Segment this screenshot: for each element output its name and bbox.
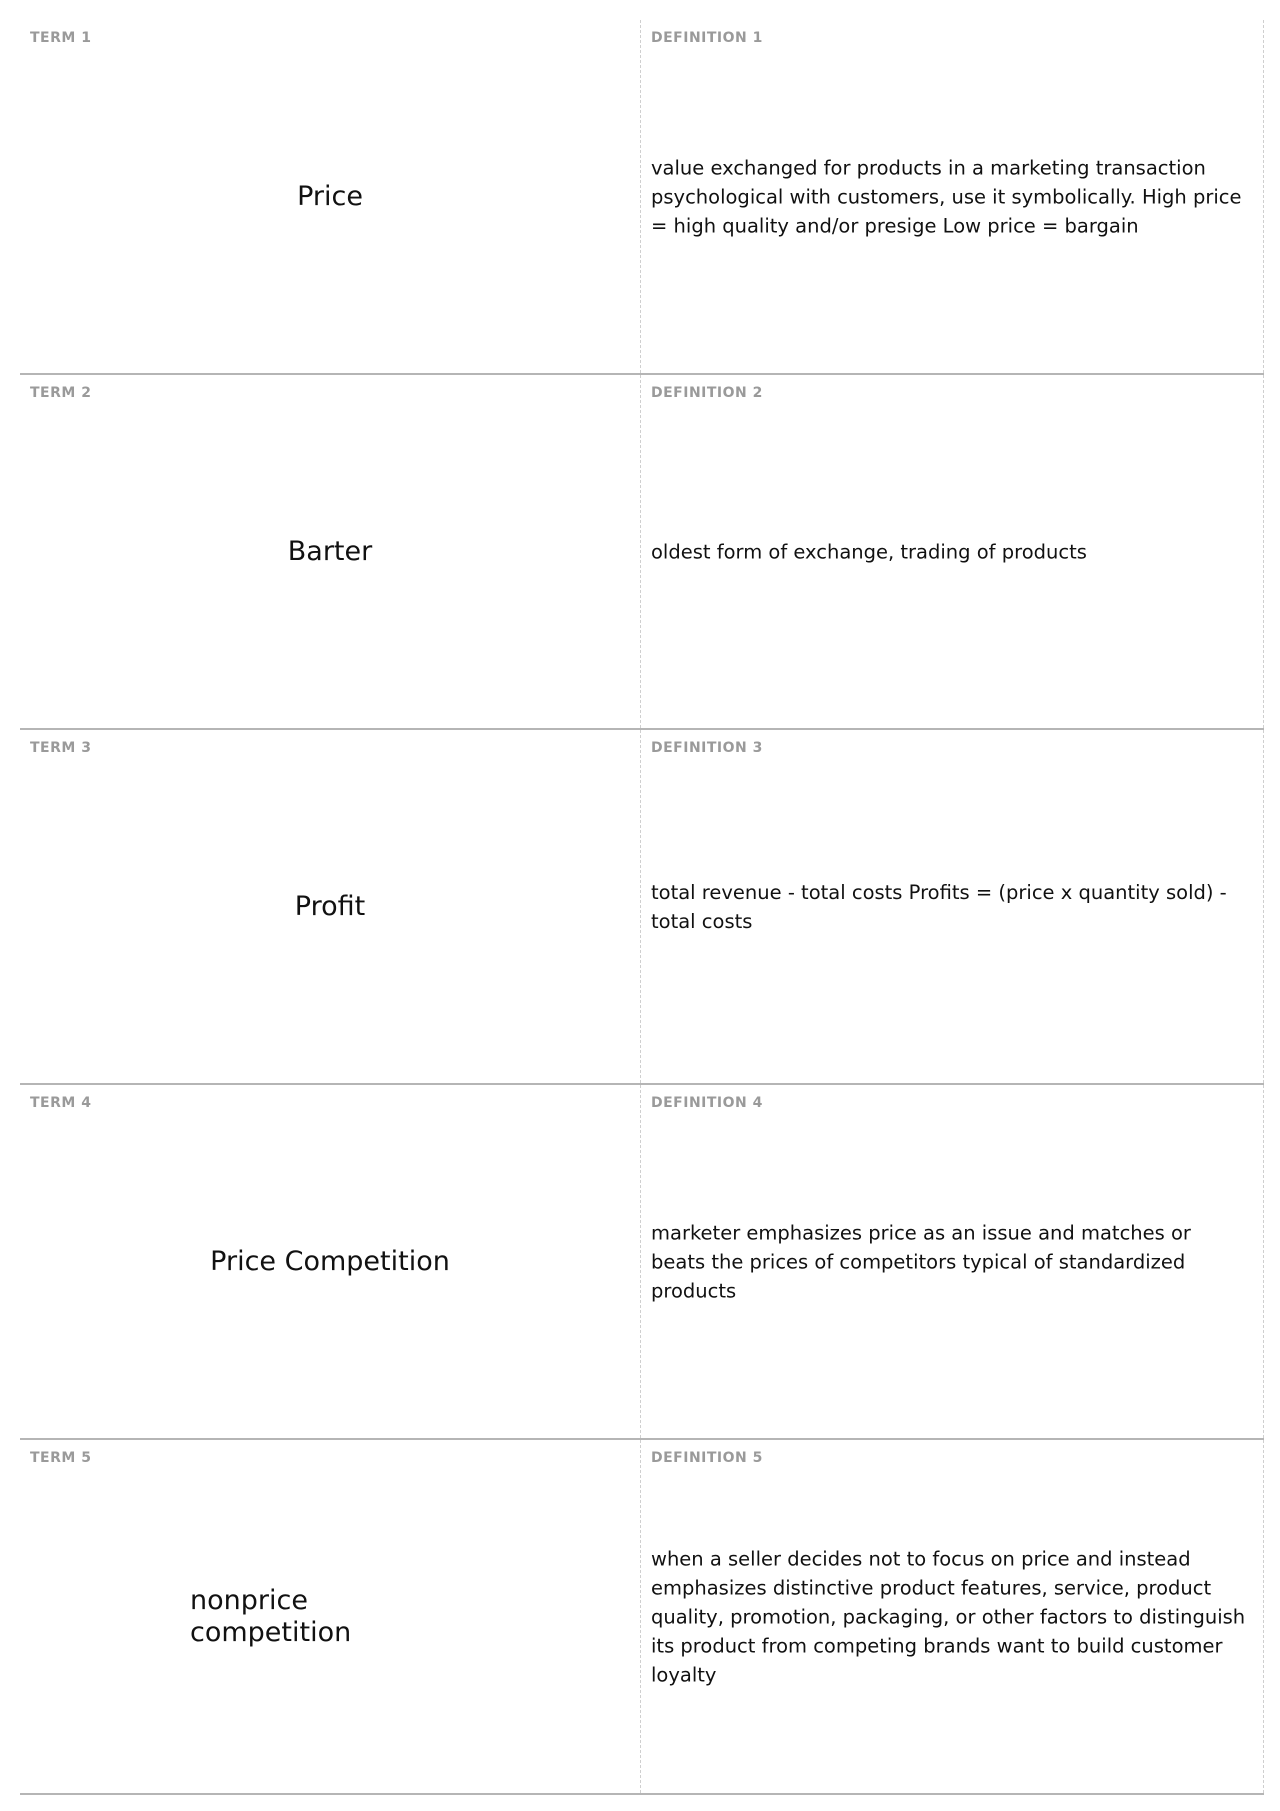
definition-label: DEFINITION 4 <box>651 1095 763 1111</box>
definition-text: total revenue - total costs Profits = (price x quantity sold) - total costs <box>651 880 1227 933</box>
term-cell <box>20 730 640 1083</box>
definition-text: marketer emphasizes price as an issue and matches or beats the prices of competitors typical of standardized products <box>651 1221 1191 1302</box>
definition-cell <box>641 1440 1263 1793</box>
card-row-3 <box>20 730 1264 1085</box>
flashcard-sheet <box>20 20 1264 1795</box>
definition-cell <box>641 730 1263 1083</box>
definition-text: value exchanged for products in a marketing transaction psychological with customers, use it symbolically. High price = high quality and/or presige Low price = bargain <box>651 156 1242 237</box>
term-label: TERM 2 <box>30 385 92 401</box>
cut-line <box>1263 1440 1264 1793</box>
card-row-1 <box>20 20 1264 375</box>
definition-cell <box>641 375 1263 728</box>
term-cell <box>20 1440 640 1793</box>
definition-label: DEFINITION 1 <box>651 30 763 46</box>
term-label: TERM 3 <box>30 740 92 756</box>
term-label: TERM 4 <box>30 1095 92 1111</box>
card-row-2 <box>20 375 1264 730</box>
cut-line <box>1263 730 1264 1083</box>
term-text: Barter <box>287 535 373 567</box>
term-text: nonprice competition <box>190 1584 352 1648</box>
term-text: Price Competition <box>210 1245 450 1277</box>
definition-label: DEFINITION 5 <box>651 1450 763 1466</box>
card-row-5 <box>20 1440 1264 1795</box>
term-label: TERM 1 <box>30 30 92 46</box>
definition-cell <box>641 20 1263 373</box>
definition-cell <box>641 1085 1263 1438</box>
term-cell <box>20 375 640 728</box>
cut-line <box>1263 1085 1264 1438</box>
cut-line <box>1263 20 1264 373</box>
term-text: Profit <box>294 890 366 922</box>
definition-text: when a seller decides not to focus on price and instead emphasizes distinctive product features, service, product quality, promotion, packaging, or other factors to distinguish its product from competing brands want to build customer loyalty <box>651 1547 1246 1686</box>
term-label: TERM 5 <box>30 1450 92 1466</box>
definition-text: oldest form of exchange, trading of products <box>651 540 1087 563</box>
term-cell <box>20 20 640 373</box>
term-cell <box>20 1085 640 1438</box>
term-text: Price <box>297 180 363 212</box>
cut-line <box>1263 375 1264 728</box>
definition-label: DEFINITION 3 <box>651 740 763 756</box>
definition-label: DEFINITION 2 <box>651 385 763 401</box>
card-row-4 <box>20 1085 1264 1440</box>
